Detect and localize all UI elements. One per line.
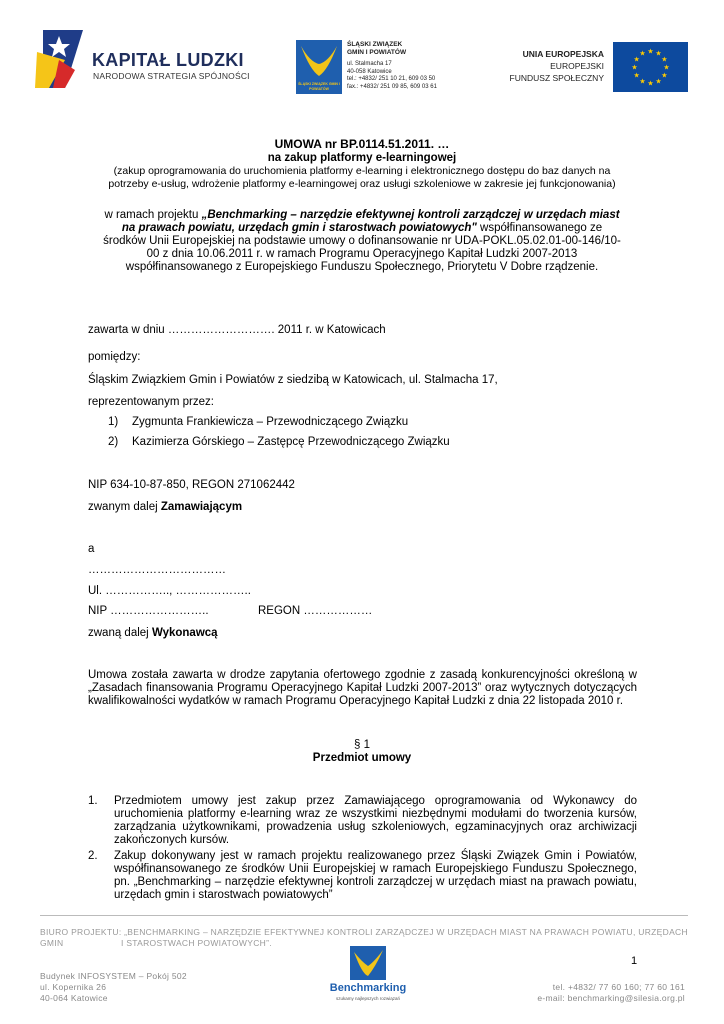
contractor-street-blank: Ul. …………….., ……………….. <box>88 585 251 597</box>
contractor-prefix: zwaną dalej <box>88 627 152 639</box>
ue-line-3: FUNDUSZ SPOŁECZNY <box>509 73 604 83</box>
szgip-contact <box>347 41 457 91</box>
project-office-line-1: BIURO PROJEKTU: „BENCHMARKING – NARZĘDZIE EFEKTYWNEJ KONTROLI ZARZĄDCZEJ W URZĘDACH MIAST NA PRAWACH POWIATU, URZĘDACH GMIN <box>40 927 688 948</box>
between-label: pomiędzy: <box>88 351 141 363</box>
szgip-logo-text: ŚLĄSKI ZWIĄZEK GMIN I POWIATÓW <box>298 82 340 91</box>
benchmarking-emblem-icon <box>326 944 410 984</box>
contract-description-1: (zakup oprogramowania do uruchomienia platformy e-learning i elektronicznego dostępu do baz danych na <box>113 165 611 177</box>
intro-paragraph: Umowa została zawarta w drodze zapytania ofertowego zgodnie z zasadą konkurencyjności określoną w „Zasadach finansowania Programu Operacyjnego Kapitał Ludzki 2007-2013” oraz wytycznych dotyczących kwalifikowalności wydatków w ramach Programu Operacyjnego Kapitał Ludzki z dnia 22 listopada 2010 r. <box>88 669 637 707</box>
eu-star-icon: ★ <box>661 72 668 80</box>
contract-number: UMOWA nr BP.0114.51.2011. … <box>274 137 450 151</box>
kapital-ludzki-subtitle: NARODOWA STRATEGIA SPÓJNOŚCI <box>93 71 250 81</box>
project-prefix: w ramach projektu <box>104 209 202 221</box>
and-label: a <box>88 543 95 555</box>
ordering-party-line <box>88 501 242 514</box>
kapital-ludzki-title: KAPITAŁ LUDZKI <box>92 50 244 70</box>
office-contact <box>470 982 685 1004</box>
contractor-line <box>88 627 218 640</box>
szgip-tel: tel.: +4832/ 251 10 21, 609 03 50 <box>347 76 436 82</box>
section-number: § 1 <box>354 739 370 751</box>
ue-text <box>506 48 604 84</box>
item-2-text: Zakup dokonywany jest w ramach projektu realizowanego przez Śląski Związek Gmin i Powiatów, współfinansowanego ze środków Unii Europejskiej w ramach Europejskiego Funduszu Społecznego, pn. „Benchmarking – narzędzie efektywnej kontroli zarządczej w urzędach miast na prawach powiatu, urzędach gmin i starostwach powiatowych” <box>114 850 637 901</box>
item-1-text: Przedmiotem umowy jest zakup przez Zamawiającego oprogramowania od Wykonawcy do uruchomienia platformy e-learning wraz ze wszystkimi niezbędnymi modułami do tworzenia kursów, zarządzania użytkownikami, prowadzenia usług szkoleniowych, egzaminacyjnych oraz archiwizacji zakończonych kursów. <box>114 795 637 846</box>
szgip-logo <box>296 40 342 94</box>
date-line: zawarta w dniu ………………………. 2011 r. w Katowicach <box>88 324 386 336</box>
ordering-party-name: Zamawiającym <box>160 501 243 513</box>
project-line-4: 00 z dnia 10.06.2011 r. w ramach Programu Operacyjnego Kapitał Ludzki 2007-2013 <box>146 248 578 260</box>
office-address-3: 40-064 Katowice <box>40 993 108 1003</box>
office-email: e-mail: benchmarking@silesia.org.pl <box>537 993 685 1003</box>
project-line-1 <box>60 209 664 222</box>
contractor-regon-blank: REGON ……………… <box>258 605 373 617</box>
szgip-address-1: ul. Stalmacha 17 <box>347 61 392 67</box>
szgip-address-2: 40-058 Katowice <box>347 68 392 75</box>
szgip-fax: fax.: +4832/ 251 09 85, 609 03 61 <box>347 83 437 90</box>
nip-regon: NIP 634-10-87-850, REGON 271062442 <box>88 479 295 491</box>
eu-star-icon: ★ <box>647 48 654 56</box>
benchmarking-logo <box>326 944 410 1014</box>
kapital-ludzki-logo <box>35 30 85 88</box>
rep-2: Kazimierza Górskiego – Zastępcę Przewodniczącego Związku <box>132 436 450 448</box>
item-2-number: 2. <box>88 850 98 862</box>
office-tel: tel. +4832/ 77 60 160; 77 60 161 <box>552 982 685 992</box>
eu-star-icon: ★ <box>661 56 668 64</box>
office-address <box>40 971 187 1004</box>
contract-description-2: potrzeby e-usług, wdrożenie platformy e-learningowej oraz usługi szkoleniowe w zakresie jej funkcjonowania) <box>108 178 616 190</box>
contractor-nip-blank: NIP …………………….. <box>88 605 209 617</box>
rep-1: Zygmunta Frankiewicza – Przewodniczącego Związku <box>132 416 409 428</box>
project-line-2 <box>60 222 664 235</box>
rep-1-number: 1) <box>108 416 119 428</box>
project-line-5: współfinansowanego z Europejskiego Funduszu Społecznego, Priorytetu V Dobre rządzenie. <box>125 261 599 273</box>
eu-star-icon: ★ <box>655 78 662 86</box>
szgip-emblem-icon <box>296 40 342 82</box>
first-party: Śląskim Związkiem Gmin i Powiatów z siedzibą w Katowicach, ul. Stalmacha 17, <box>88 374 498 386</box>
rep-2-number: 2) <box>108 436 119 448</box>
eu-star-icon: ★ <box>633 56 640 64</box>
contract-subject: na zakup platformy e-learningowej <box>267 152 457 164</box>
contractor-name-blank: ……………………………… <box>88 564 226 576</box>
eu-star-icon: ★ <box>639 78 646 86</box>
footer-divider <box>40 915 688 916</box>
section-title: Przedmiot umowy <box>312 752 412 764</box>
project-line-3: środków Unii Europejskiej na podstawie umowy o dofinansowanie nr UDA-POKL.05.02.01-00-146/10- <box>103 235 621 247</box>
eu-flag <box>613 42 688 92</box>
eu-star-icon: ★ <box>631 64 638 72</box>
kapital-ludzki-emblem-icon <box>35 30 85 88</box>
page-number: 1 <box>631 955 638 967</box>
eu-star-icon: ★ <box>639 50 646 58</box>
eu-star-icon: ★ <box>633 72 640 80</box>
benchmarking-name: Benchmarking <box>329 982 407 994</box>
eu-star-icon: ★ <box>655 50 662 58</box>
szgip-name-1: ŚLĄSKI ZWIĄZEK <box>347 41 403 48</box>
represented-label: reprezentowanym przez: <box>88 396 214 408</box>
ue-line-1: UNIA EUROPEJSKA <box>522 49 604 59</box>
item-1-number: 1. <box>88 795 98 807</box>
benchmarking-tagline: szukamy najlepszych rozwiązań <box>335 996 401 1001</box>
project-name-part-1: „Benchmarking – narzędzie efektywnej kontroli zarządczej w urzędach miast <box>201 209 620 221</box>
contractor-role: Wykonawcą <box>151 627 218 639</box>
project-cofinanced: współfinansowanego ze <box>476 222 603 234</box>
ue-line-2: EUROPEJSKI <box>550 61 604 71</box>
eu-stars-icon <box>613 42 688 92</box>
office-address-1: Budynek INFOSYSTEM – Pokój 502 <box>40 971 187 981</box>
project-office-line-2: I STAROSTWACH POWIATOWYCH”. <box>121 938 272 948</box>
eu-star-icon: ★ <box>647 80 654 88</box>
ordering-prefix: zwanym dalej <box>88 501 161 513</box>
szgip-name-2: GMIN I POWIATÓW <box>347 48 407 56</box>
eu-star-icon: ★ <box>663 64 670 72</box>
project-name-part-2: na prawach powiatu, urzędach gmin i starostwach powiatowych" <box>121 222 477 234</box>
office-address-2: ul. Kopernika 26 <box>40 982 107 992</box>
